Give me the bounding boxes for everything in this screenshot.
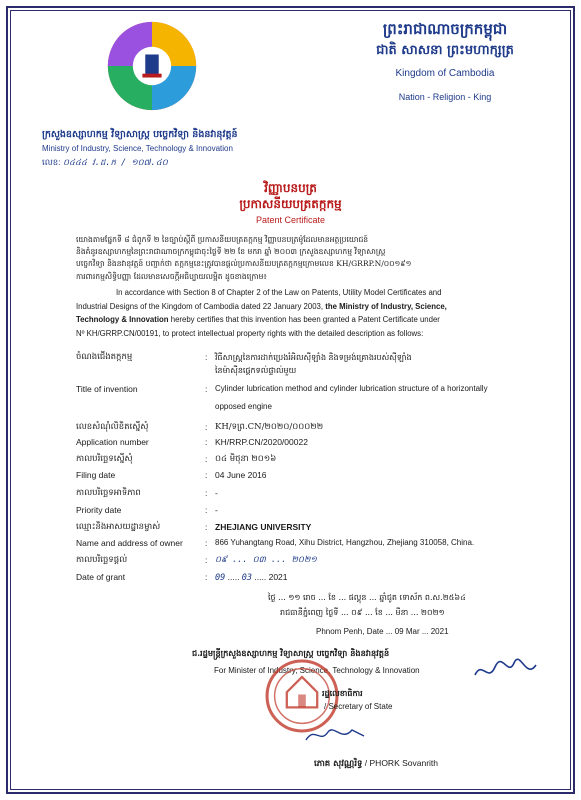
filing-label: Filing date [76, 470, 116, 480]
secretary-title-kh: រដ្ឋលេខាធិការ [322, 688, 363, 698]
preamble-en-bold: the Ministry of Industry, Science, [323, 301, 447, 311]
place-date: Phnom Penh, Date ... 09 Mar ... 2021 [316, 627, 449, 636]
secretary-name-en: PHORK Sovanrith [369, 758, 439, 768]
title-value-2: opposed engine [215, 402, 272, 411]
grant-label: Date of grant [76, 572, 126, 582]
application-kh-value: KH/ទព្រ.CN/២០២០/០០០២២ [215, 422, 324, 432]
colon: : [205, 572, 208, 582]
grant-kh-value: ០៩ ... ០៣ ... ២០២១ [215, 555, 317, 565]
filing-kh-label: កាលបរិច្ឆេទស្នើសុំ [76, 454, 133, 464]
grant-day: 09 [215, 573, 226, 583]
preamble-en-text: Industrial Designs of the Kingdom of Cambodia dated 22 January 2003, [76, 301, 324, 311]
application-kh-label: លេខសំណុំលិខិតស្នើសុំ [76, 422, 149, 432]
colon: : [205, 505, 208, 515]
secretary-name: ភោគ សុវណ្ណរិទ្ធ / PHORK Sovanrith [314, 758, 439, 769]
secretary-name-kh: ភោគ សុវណ្ណរិទ្ធ [314, 759, 363, 769]
priority-kh-label: កាលបរិច្ឆេទអាទិភាព [76, 488, 141, 498]
title-value-1: Cylinder lubrication method and cylinder lubrication structure of a horizontally [215, 384, 488, 393]
motto-kh: ជាតិ សាសនា ព្រះមហាក្សត្រ [376, 43, 514, 58]
title-kh-value-2: នៃម៉ាស៊ីនផ្តេកទល់ផ្ទាល់មួយ [215, 366, 297, 375]
preamble-kh-line: បច្ចេកវិទ្យា និងនវានុវត្តន៍ បញ្ជាក់ថា តក្កកម្មនេះត្រូវបានផ្តល់ប្រកាសនីយបត្រតក្កកម្មក្រោមលេខ KH/GRRP.N/០០១៩១ [76, 259, 412, 269]
colon: : [205, 384, 208, 394]
ministry-logo-icon [104, 18, 200, 114]
title-en: Patent Certificate [255, 215, 326, 225]
preamble-en-line: In accordance with Section 8 of Chapter 2 of the Law on Patents, Utility Model Certificates and [116, 288, 442, 297]
grant-year: 2021 [268, 572, 288, 582]
preamble-kh-line: យោងតាមផ្នែកទី ៨ ជំពូកទី ២ នៃច្បាប់ស្តីពី ប្រកាសនីយបត្រតក្កកម្ម វិញ្ញាបនបត្រម៉ូដែលមានអត្ថប្រយោជន៍ [76, 235, 369, 244]
preamble-en-text: hereby certifies that this invention has been granted a Patent Certificate under [168, 315, 440, 324]
solar-date-kh: រាជធានីភ្នំពេញ ថ្ងៃទី ... ០៩ ... ខែ ... មីនា ... ២០២១ [280, 608, 445, 617]
priority-value: - [215, 505, 218, 515]
ministry-name: Ministry of Industry, Science, Technology & Innovation [42, 144, 233, 153]
reference-value: ០៤៤៤ វ.ដ.ក / ១០៧.៤០ [62, 158, 168, 168]
filing-kh-value: ០៤ មិថុនា ២០១៦ [215, 454, 277, 464]
colon: : [205, 422, 208, 432]
title-kh-line1: វិញ្ញាបនបត្រ [264, 181, 317, 195]
preamble-en [76, 286, 541, 340]
title-kh-label: ចំណងជើងតក្កកម្ម [76, 352, 133, 362]
reference-label: លេខ: [42, 157, 61, 167]
preamble-en-line [76, 313, 541, 327]
secretary-signature-icon [300, 722, 370, 748]
secretary-title: / Secretary of State [324, 702, 393, 711]
priority-kh-value: - [215, 488, 218, 498]
owner-label: Name and address of owner [76, 538, 183, 548]
preamble-kh [76, 234, 536, 283]
title-kh-line2: ប្រកាសនីយបត្រតក្កកម្ម [239, 197, 342, 211]
preamble-en-bold: Technology & Innovation [76, 315, 169, 324]
colon: : [205, 454, 208, 464]
secretary-title-text: Secretary of State [328, 702, 393, 711]
filing-value: 04 June 2016 [215, 470, 267, 480]
preamble-en-line [76, 300, 541, 314]
grant-value: 09 ..... 03 ..... 2021 [215, 572, 288, 583]
motto: Nation - Religion - King [398, 92, 492, 102]
reference-number [42, 157, 168, 170]
priority-label: Priority date [76, 505, 122, 515]
colon: : [205, 555, 208, 565]
preamble-en-line: Nº KH/GRRP.CN/00191, to protect intellectual property rights with the detailed description as follows: [76, 328, 424, 338]
owner-address: 866 Yuhangtang Road, Xihu District, Hangzhou, Zhejiang 310058, China. [215, 538, 475, 547]
preamble-kh-line: ការពារកម្មសិទ្ធិបញ្ញា ដែលមានសេចក្តីអធិប្បាយលម្អិត ដូចខាងក្រោម៖ [76, 271, 267, 281]
colon: : [205, 470, 208, 480]
preamble-kh-line: និងគំនូរឧស្សាហកម្មនៃព្រះរាជាណាចក្រកម្ពុជាចុះថ្ងៃទី ២២ ខែ មករា ឆ្នាំ ២០០៣ ក្រសួងឧស្សាហកម្ម វិទ្យាសាស្ត្រ [76, 247, 386, 257]
colon: : [205, 352, 208, 362]
title-label: Title of invention [76, 384, 138, 394]
kingdom-title: Kingdom of Cambodia [395, 68, 495, 79]
grant-kh-label: កាលបរិច្ឆេទផ្តល់ [76, 555, 128, 565]
colon: : [205, 488, 208, 498]
colon: : [205, 522, 208, 532]
ministry-name-kh: ក្រសួងឧស្សាហកម្ម វិទ្យាសាស្ត្រ បច្ចេកវិទ្យា និងនវានុវត្តន៍ [42, 129, 238, 140]
colon: : [205, 437, 208, 447]
owner-name: ZHEJIANG UNIVERSITY [215, 522, 312, 532]
colon: : [205, 538, 208, 548]
application-label: Application number [76, 437, 149, 447]
for-minister: For Minister of Industry, Science, Technology & Innovation [214, 666, 420, 675]
for-minister-kh: ជ.រដ្ឋមន្ត្រីក្រសួងឧស្សាហកម្ម វិទ្យាសាស្ត្រ បច្ចេកវិទ្យា និងនវានុវត្តន៍ [192, 648, 390, 658]
title-kh-value-1: វិធីសាស្ត្រនៃការដាក់ប្រេងរំអិលស៊ីឡាំង និងទម្រង់គ្រោងរបស់ស៊ីឡាំង [215, 353, 412, 362]
lunar-date-kh: ថ្ងៃ ... ១១ រោច ... ខែ ... ផល្គុន ... ឆ្នាំជូត ទោស័ក ព.ស.២៥៦៤ [268, 593, 466, 602]
application-value: KH/RRP.CN/2020/00022 [215, 437, 308, 447]
owner-kh-label: ឈ្មោះនិងអាសយដ្ឋានម្ចាស់ [76, 522, 161, 532]
grant-month: 03 [241, 573, 253, 583]
signature-scribble-icon [470, 655, 540, 685]
kingdom-title-kh: ព្រះរាជាណាចក្រកម្ពុជា [382, 20, 508, 38]
